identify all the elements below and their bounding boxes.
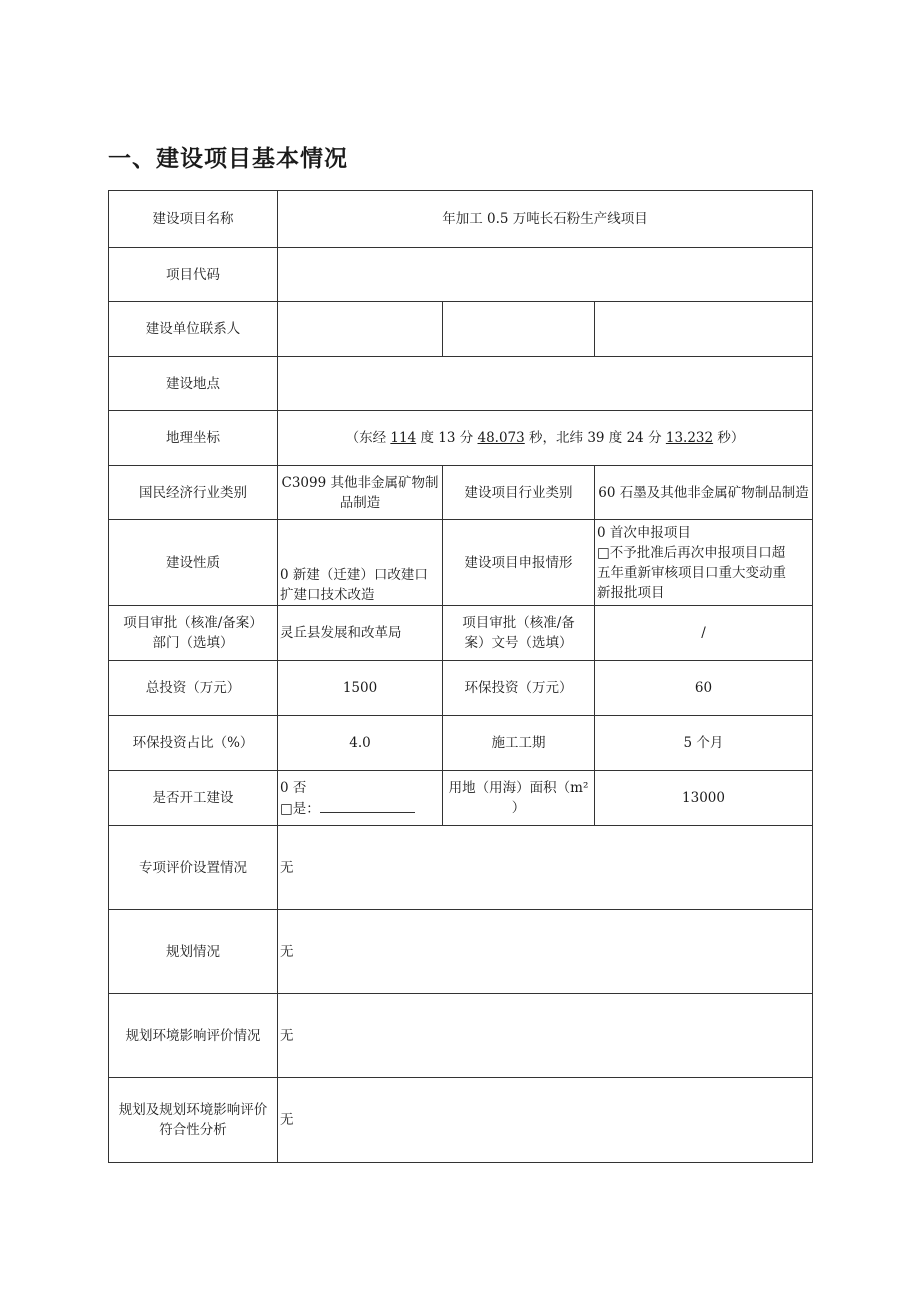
value-submission-type [595,520,813,606]
row-nature [109,520,813,606]
submission-line-1: 0 首次申报项目 [597,524,691,541]
yes-blank-line [320,798,415,813]
nature-line-2: 扩建口技术改造 [280,587,375,603]
value-approval-number: / [595,606,813,661]
coord-longitude-second: 48.073 [477,430,525,446]
label-contact: 建设单位联系人 [109,302,278,357]
value-construction-nature [278,520,443,606]
label-compliance [109,1078,278,1163]
submission-line-4: 新报批项目 [597,584,665,601]
coord-text-1: （东经 [345,430,391,446]
label-special-evaluation: 专项评价设置情况 [109,826,278,910]
label-construction-nature: 建设性质 [109,520,278,606]
row-special-evaluation [109,826,813,910]
value-project-industry: 60 石墨及其他非金属矿物制品制造 [595,466,813,520]
label-project-code: 项目代码 [109,248,278,302]
value-project-code [278,248,813,302]
label-construction-period: 施工工期 [443,716,595,771]
row-project-code [109,248,813,302]
compliance-label-line-1: 规划及规划环境影响评价 [118,1102,268,1118]
label-location: 建设地点 [109,357,278,411]
option-yes-line [280,798,440,819]
value-construction-period: 5 个月 [595,716,813,771]
row-location [109,357,813,411]
value-approval-department: 灵丘县发展和改革局 [278,606,443,661]
row-ratio [109,716,813,771]
row-started [109,771,813,826]
approval-number-label-line-1: 项目审批（核准/备 [462,615,575,631]
value-planning: 无 [278,910,813,994]
label-project-name: 建设项目名称 [109,191,278,248]
row-contact [109,302,813,357]
row-coordinates [109,411,813,466]
coord-text-4: 秒） [713,430,745,446]
label-env-investment-ratio: 环保投资占比（%） [109,716,278,771]
coord-text-2: 度 13 分 [416,430,478,446]
compliance-label-line-2: 符合性分析 [159,1122,227,1138]
section-heading: 一、建设项目基本情况 [108,146,348,172]
value-planning-env: 无 [278,994,813,1078]
value-national-industry: C3099 其他非金属矿物制品制造 [278,466,443,520]
row-industry [109,466,813,520]
label-submission-type: 建设项目申报情形 [443,520,595,606]
approval-label-line-1: 项目审批（核准/备案） [123,615,263,631]
row-investment [109,661,813,716]
row-planning-env [109,994,813,1078]
label-planning: 规划情况 [109,910,278,994]
value-construction-started [278,771,443,826]
row-compliance [109,1078,813,1163]
label-env-investment: 环保投资（万元） [443,661,595,716]
coord-longitude-degree: 114 [390,430,417,446]
value-total-investment: 1500 [278,661,443,716]
coord-text-3: 秒，北纬 39 度 24 分 [524,430,666,446]
label-national-industry: 国民经济行业类别 [109,466,278,520]
value-env-investment: 60 [595,661,813,716]
land-area-label-line-1: 用地（用海）面积（m² [448,780,589,796]
row-approval [109,606,813,661]
label-land-area [443,771,595,826]
coord-latitude-second: 13.232 [665,430,714,446]
submission-line-2: □不予批准后再次申报项目口超 [597,544,786,561]
value-contact-3 [595,302,813,357]
label-planning-env: 规划环境影响评价情况 [109,994,278,1078]
land-area-label-line-2: ） [511,800,526,816]
value-env-investment-ratio: 4.0 [278,716,443,771]
approval-number-label-line-2: 案）文号（选填） [464,635,573,651]
value-contact-2 [443,302,595,357]
project-info-table [108,190,813,1163]
submission-line-3: 五年重新审核项目口重大变动重 [597,564,786,581]
approval-label-line-2: 部门（选填） [152,635,234,651]
label-project-industry: 建设项目行业类别 [443,466,595,520]
value-contact-name [278,302,443,357]
label-construction-started: 是否开工建设 [109,771,278,826]
row-planning [109,910,813,994]
label-coordinates: 地理坐标 [109,411,278,466]
value-location [278,357,813,411]
label-approval-department [109,606,278,661]
option-yes: □是： [280,800,320,817]
value-land-area: 13000 [595,771,813,826]
option-no: 0 否 [280,779,307,796]
label-total-investment: 总投资（万元） [109,661,278,716]
value-special-evaluation: 无 [278,826,813,910]
value-coordinates [278,411,813,466]
label-approval-number [443,606,595,661]
row-project-name [109,191,813,248]
nature-line-1: 0 新建（迁建）口改建口 [280,567,428,583]
value-project-name: 年加工 0.5 万吨长石粉生产线项目 [278,191,813,248]
value-compliance: 无 [278,1078,813,1163]
